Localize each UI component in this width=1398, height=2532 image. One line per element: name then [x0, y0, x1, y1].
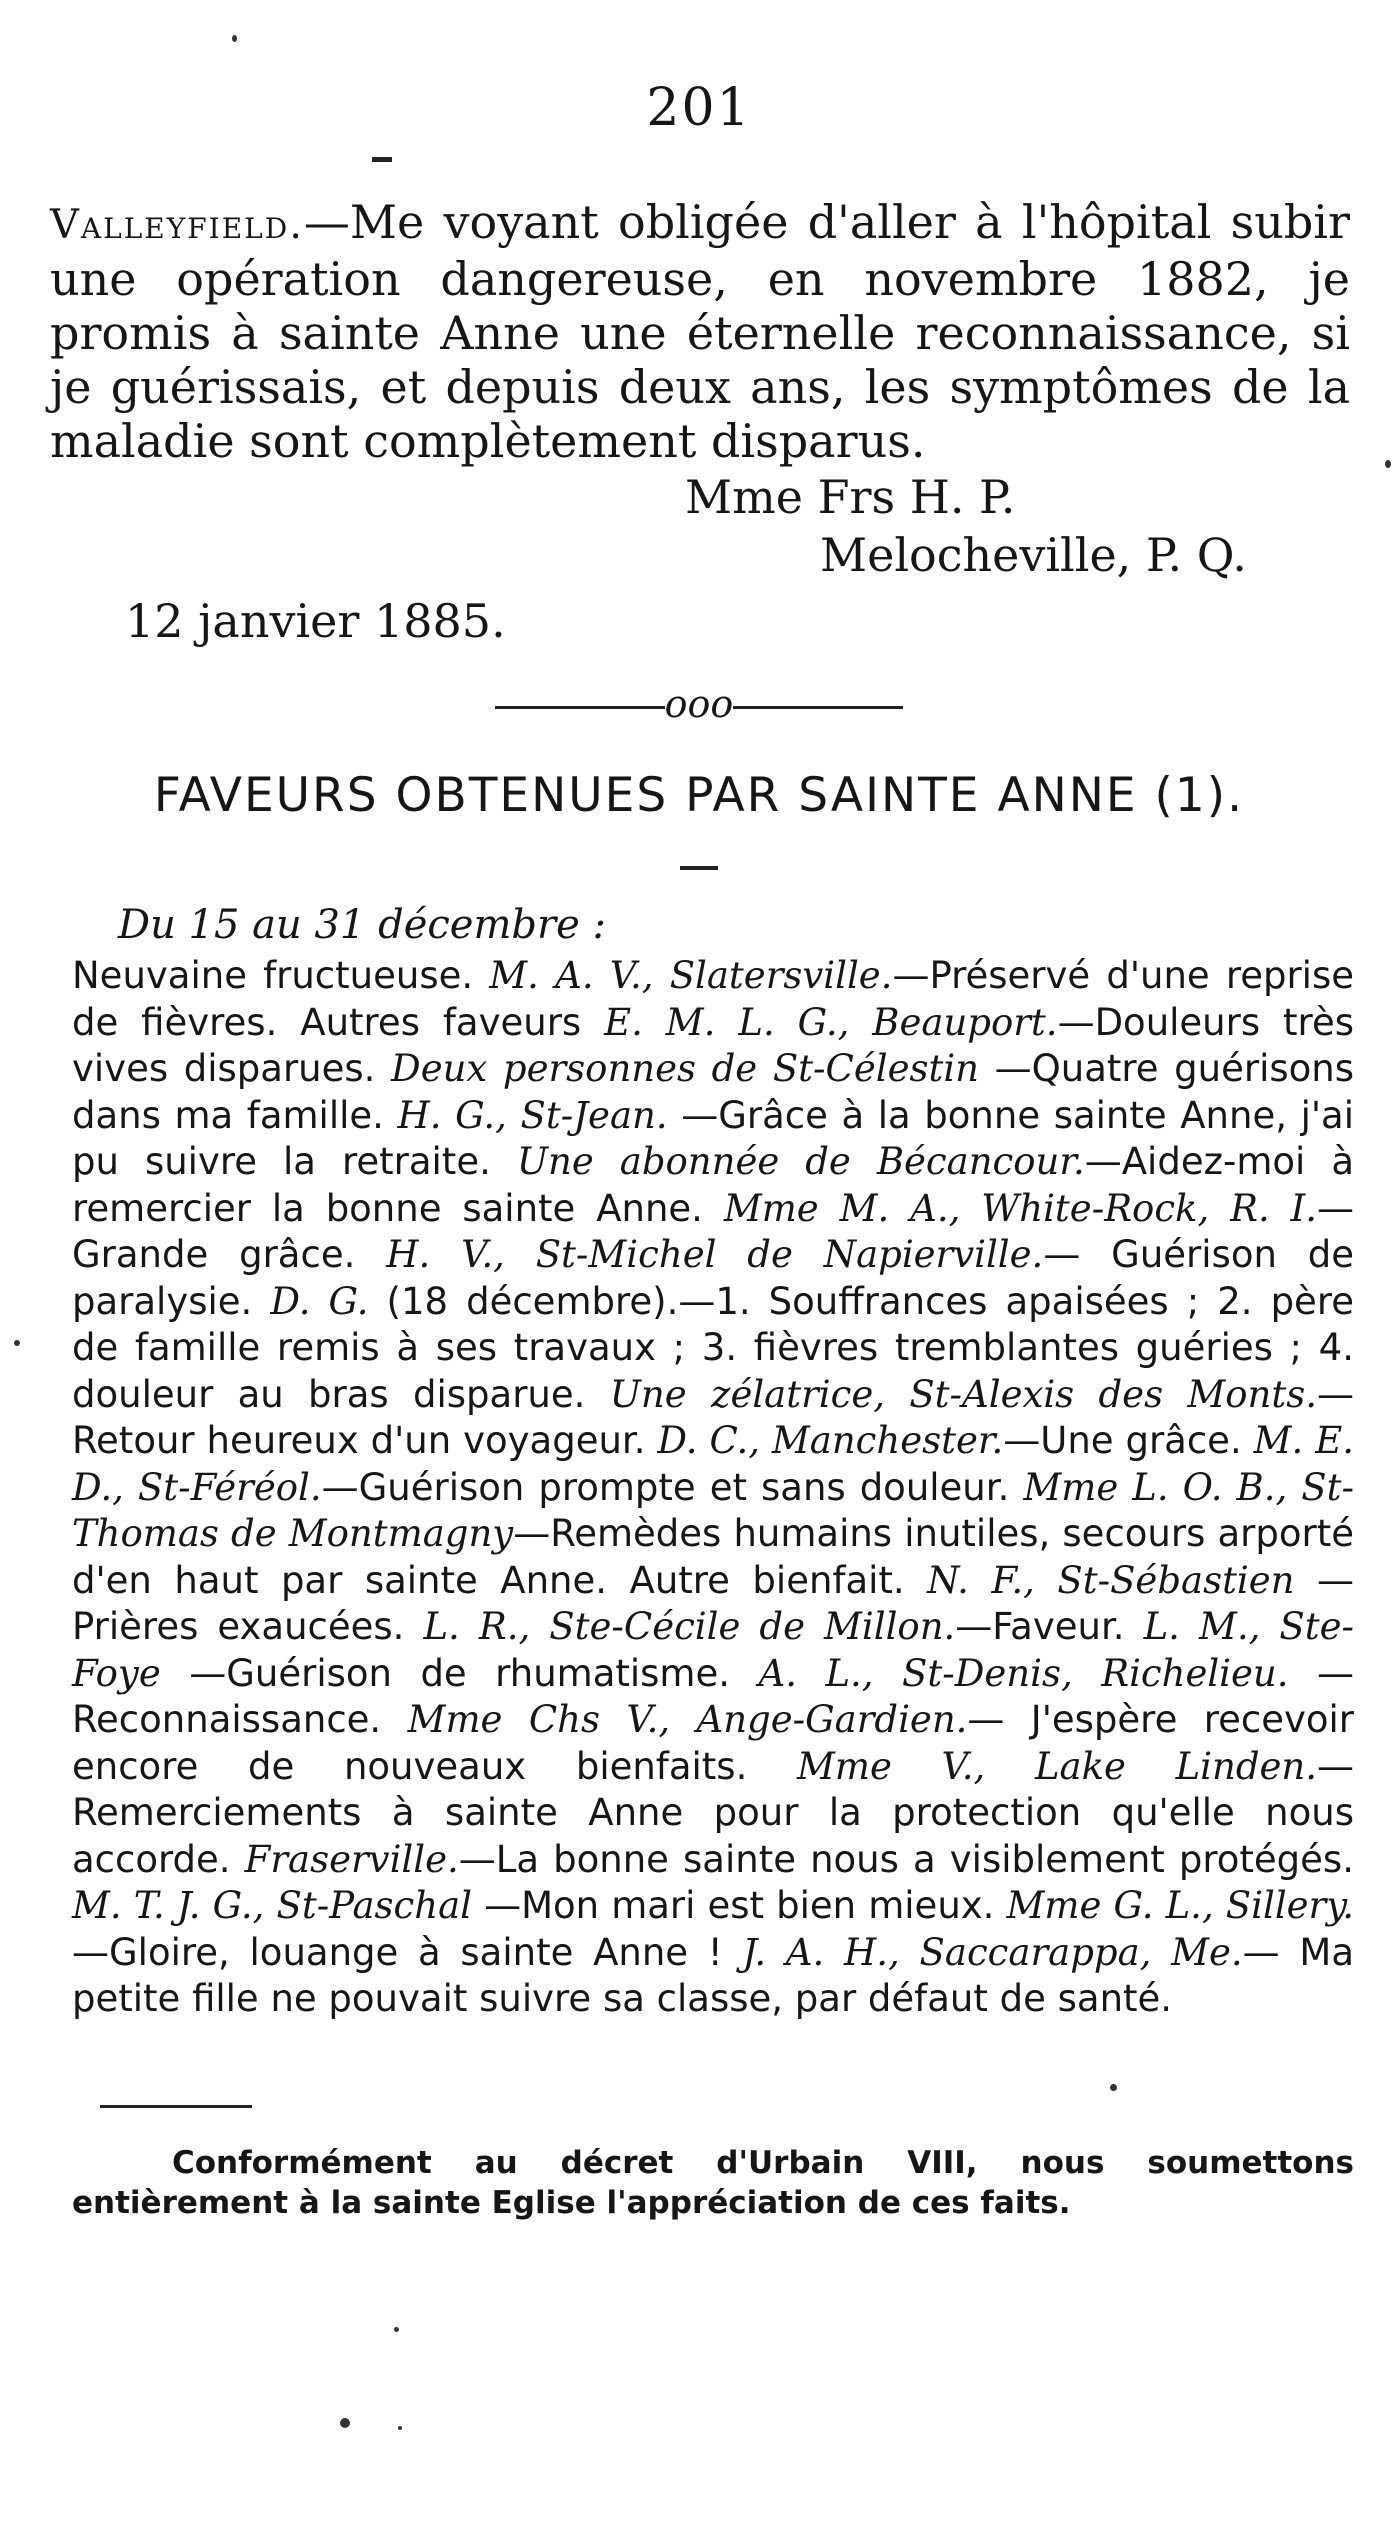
- letter-place: Valleyfield.: [50, 202, 304, 248]
- favour-text: —Douleurs très vives disparues.: [72, 1000, 1354, 1090]
- section-heading: FAVEURS OBTENUES PAR SAINTE ANNE (1).: [153, 768, 1245, 823]
- favour-attribution: H. V., St-Michel de Napierville.: [386, 1233, 1044, 1276]
- separator-text: ooo: [664, 682, 734, 726]
- favour-attribution: Mme G. L., Sillery.: [1006, 1884, 1354, 1927]
- favour-attribution: J. A. H., Saccarappa, Me.: [742, 1930, 1243, 1974]
- favours-paragraph: [72, 953, 1354, 2023]
- favour-attribution: Fraserville.: [244, 1837, 459, 1881]
- favour-attribution: M. A. V., Slatersville.: [489, 954, 893, 997]
- favour-attribution: Mme L. O. B., St-Thomas de Montmagny: [72, 1465, 1354, 1555]
- date-range-subheading: Du 15 au 31 décembre :: [118, 902, 606, 948]
- favour-text: —Guérison prompte et sans douleur.: [321, 1465, 1024, 1509]
- favour-attribution: Mme Chs V., Ange-Gardien.: [407, 1698, 968, 1741]
- favour-attribution: D. C., Manchester.: [657, 1419, 1004, 1462]
- letter-signature-place: Melocheville, P. Q.: [820, 528, 1247, 582]
- favour-text: —Préservé d'une reprise de fièvres. Autres faveurs: [72, 954, 1355, 1044]
- favour-attribution: Deux personnes de St-Célestin: [391, 1047, 979, 1090]
- footnote-rule: [100, 2105, 252, 2108]
- favour-text: — Guérison de paralysie.: [72, 1233, 1355, 1323]
- favour-attribution: Mme V., Lake Linden.: [797, 1744, 1317, 1788]
- favour-attribution: M. T. J. G., St-Paschal: [72, 1884, 472, 1927]
- print-speck: [1385, 460, 1391, 468]
- letter-signature: Mme Frs H. P.: [685, 470, 1016, 524]
- letter-date: 12 janvier 1885.: [125, 594, 506, 648]
- favour-attribution: Une zélatrice, St-Alexis des Monts.: [609, 1372, 1317, 1416]
- print-speck: [394, 2327, 399, 2332]
- print-speck: [232, 35, 237, 42]
- favour-text: Neuvaine fructueuse.: [72, 954, 490, 997]
- favour-text: —Grâce à la bonne sainte Anne, j'ai pu suivre la retraite.: [72, 1093, 1354, 1183]
- favour-attribution: H. G., St-Jean.: [397, 1093, 668, 1137]
- letter-paragraph: [50, 195, 1350, 468]
- heading-dash: [680, 866, 718, 870]
- favour-text: —Mon mari est bien mieux.: [471, 1884, 1007, 1927]
- print-speck: [398, 2426, 402, 2430]
- favour-text: — Ma petite fille ne pouvait suivre sa classe, par défaut de santé.: [72, 1930, 1354, 2020]
- separator-line-left: [495, 706, 665, 709]
- favour-attribution: A. L., St-Denis, Richelieu.: [758, 1651, 1289, 1695]
- favour-text: —Prières exaucées.: [72, 1558, 1354, 1648]
- favour-attribution: L. R., Ste-Cécile de Millon.: [423, 1605, 956, 1648]
- favour-attribution: Mme M. A., White-Rock, R. I.: [723, 1186, 1318, 1230]
- favour-text: —Remerciements à sainte Anne pour la protection qu'elle nous accorde.: [72, 1744, 1354, 1881]
- favour-text: —Grande grâce.: [72, 1186, 1355, 1276]
- favour-text: — Reconnaissance.: [72, 1651, 1355, 1741]
- favour-attribution: D. G.: [270, 1279, 369, 1323]
- favour-text: —Une grâce.: [1003, 1419, 1254, 1462]
- favour-attribution: N. F., St-Sébastien: [927, 1558, 1295, 1602]
- favour-text: —Quatre guérisons dans ma famille.: [72, 1047, 1354, 1137]
- page-number-dash: [372, 157, 392, 162]
- favour-text: — Retour heureux d'un voyageur.: [72, 1372, 1354, 1462]
- favour-attribution: M. E. D., St-Féréol.: [72, 1419, 1354, 1509]
- favour-text: —Aidez-moi à remercier la bonne sainte Anne.: [72, 1140, 1355, 1230]
- letter-body: —Me voyant obligée d'aller à l'hôpital subir une opération dangereuse, en novembre 1882, je promis à sainte Anne une éternelle reconnaissance, si je guérissais, et depuis deux ans, les symptômes de la maladie sont complètement disparus.: [50, 195, 1350, 468]
- print-speck: [340, 2418, 350, 2428]
- page-number: 201: [646, 78, 752, 138]
- favour-text: —Remèdes humains inutiles, secours arporté d'en haut par sainte Anne. Autre bienfait.: [72, 1512, 1354, 1602]
- favour-attribution: Une abonnée de Bécancour.: [516, 1140, 1085, 1183]
- favour-text: —La bonne sainte nous a visiblement protégés.: [458, 1837, 1354, 1881]
- favour-attribution: L. M., Ste-Foye: [72, 1605, 1355, 1695]
- print-speck: [14, 1340, 20, 1346]
- separator-line-right: [733, 706, 903, 709]
- section-separator: [0, 682, 1398, 726]
- favour-attribution: E. M. L. G., Beauport.: [604, 1000, 1058, 1044]
- favour-text: — J'espère recevoir encore de nouveaux bienfaits.: [72, 1698, 1355, 1788]
- print-speck: [1110, 2084, 1117, 2091]
- favour-text: (18 décembre).—1. Souffrances apaisées ; 2. père de famille remis à ses travaux ; 3. fièvres tremblantes guéries ; 4. douleur au bras disparue.: [72, 1279, 1354, 1416]
- favour-text: —Faveur.: [955, 1605, 1144, 1648]
- favour-text: —Guérison de rhumatisme.: [160, 1651, 759, 1695]
- favour-text: —Gloire, louange à sainte Anne !: [72, 1930, 743, 1974]
- footnote: Conformément au décret d'Urbain VIII, nous soumettons entièrement à la sainte Eglise l'appréciation de ces faits.: [72, 2145, 1354, 2221]
